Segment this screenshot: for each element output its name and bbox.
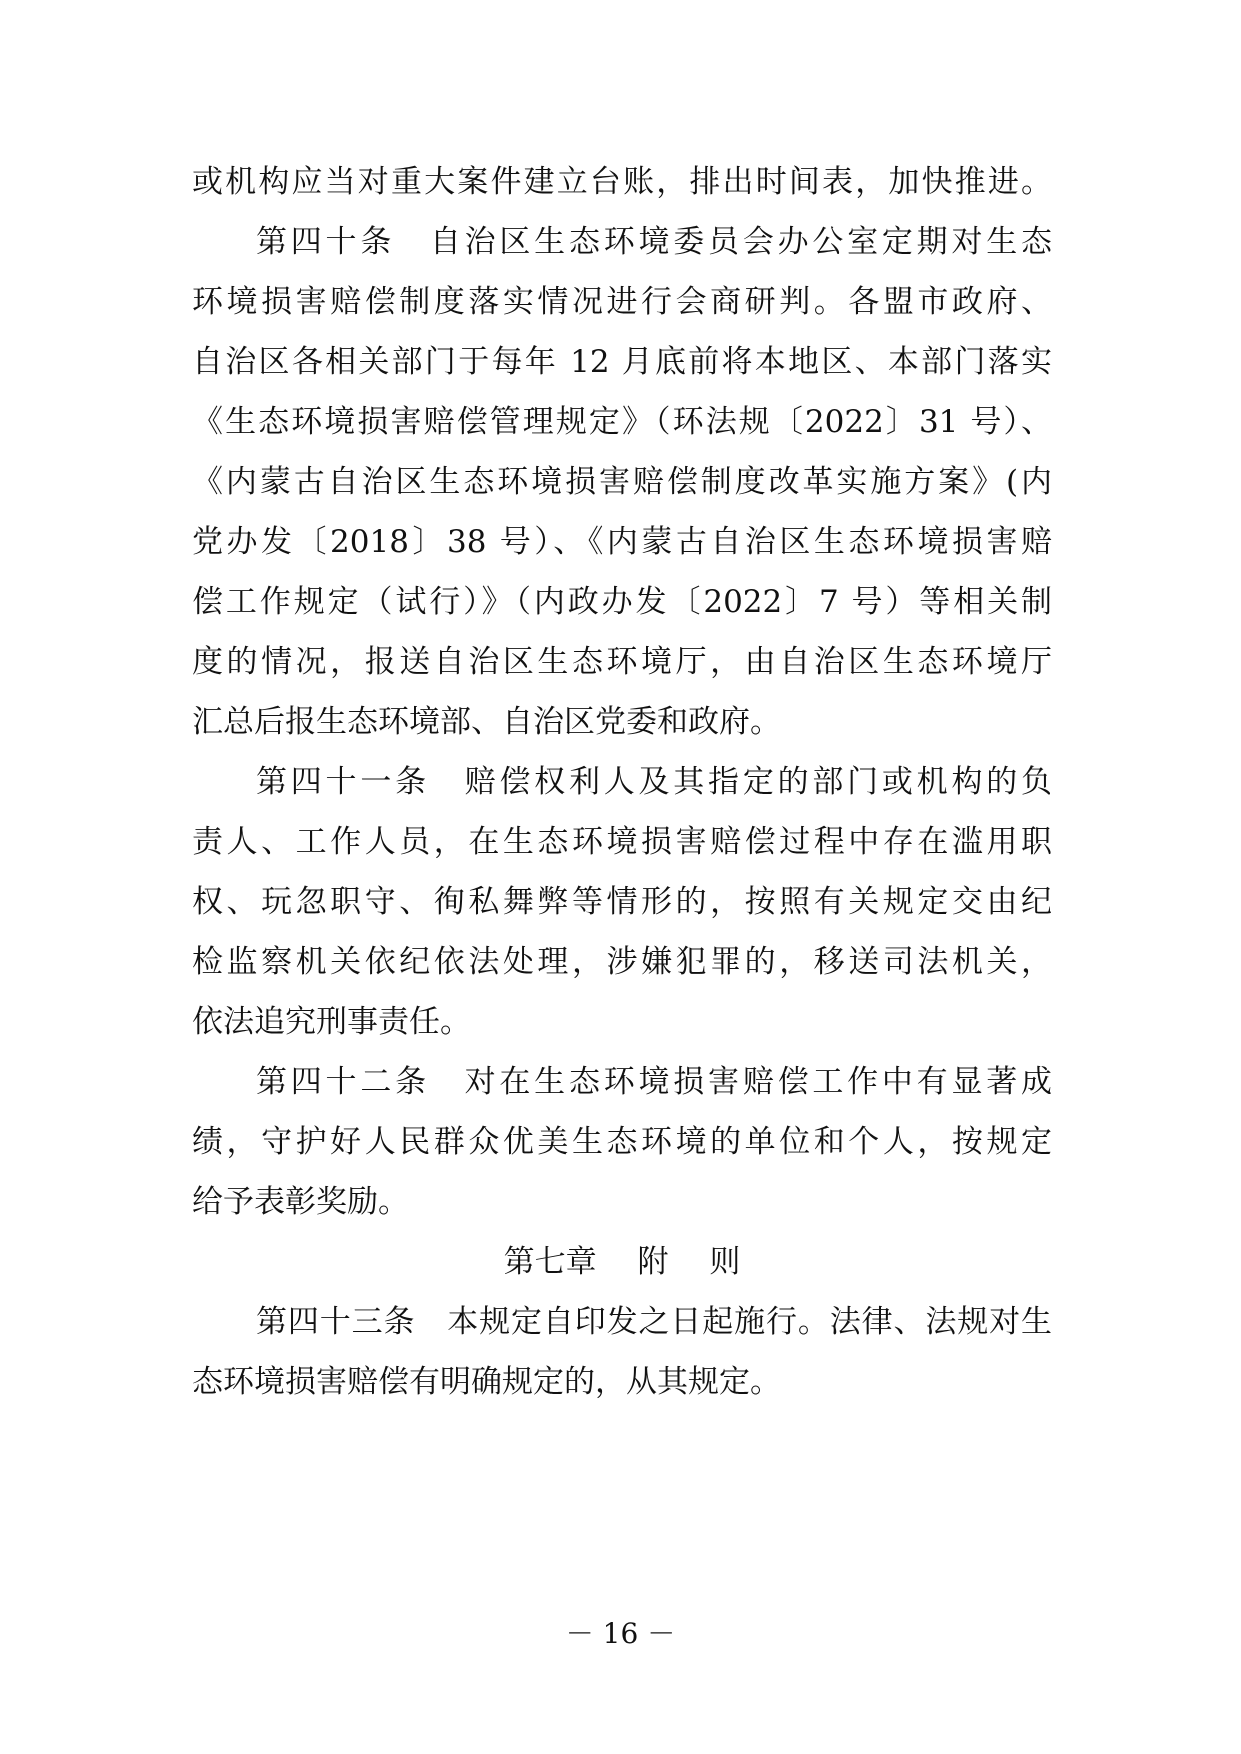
article-42-line-3: 给予表彰奖励。	[192, 1184, 409, 1220]
article-40-line-3: 自治区各相关部门于每年 12 月底前将本地区、本部门落实	[192, 344, 1052, 380]
article-40-line-6: 党办发〔2018〕38 号）、《内蒙古自治区生态环境损害赔	[192, 524, 1052, 560]
article-40-line-1: 第四十条 自治区生态环境委员会办公室定期对生态	[256, 224, 1052, 260]
article-40-line-8: 度的情况，报送自治区生态环境厅，由自治区生态环境厅	[192, 644, 1052, 680]
article-40-line-9: 汇总后报生态环境部、自治区党委和政府。	[192, 704, 781, 740]
chapter-title: 第七章 附 则	[503, 1244, 741, 1280]
article-41-line-3: 权、玩忽职守、徇私舞弊等情形的，按照有关规定交由纪	[192, 884, 1052, 920]
article-40-line-2: 环境损害赔偿制度落实情况进行会商研判。各盟市政府、	[192, 284, 1052, 320]
article-40-line-5: 《内蒙古自治区生态环境损害赔偿制度改革实施方案》(内	[192, 464, 1052, 500]
article-43-line-2: 态环境损害赔偿有明确规定的，从其规定。	[192, 1364, 781, 1400]
article-43-line-1: 第四十三条 本规定自印发之日起施行。法律、法规对生	[256, 1304, 1052, 1340]
article-41-line-4: 检监察机关依纪依法处理，涉嫌犯罪的，移送司法机关，	[192, 944, 1052, 980]
article-41-line-5: 依法追究刑事责任。	[192, 1004, 471, 1040]
text-line-1: 或机构应当对重大案件建立台账，排出时间表，加快推进。	[192, 164, 1052, 200]
article-41-line-2: 责人、工作人员，在生态环境损害赔偿过程中存在滥用职	[192, 824, 1052, 860]
article-40-line-4: 《生态环境损害赔偿管理规定》（环法规〔2022〕31 号）、	[192, 404, 1052, 440]
article-42-line-1: 第四十二条 对在生态环境损害赔偿工作中有显著成	[256, 1064, 1052, 1100]
article-41-line-1: 第四十一条 赔偿权利人及其指定的部门或机构的负	[256, 764, 1052, 800]
article-42-line-2: 绩，守护好人民群众优美生态环境的单位和个人，按规定	[192, 1124, 1052, 1160]
article-40-line-7: 偿工作规定（试行）》（内政办发〔2022〕7 号）等相关制	[192, 584, 1052, 620]
page-number: － 16 －	[565, 1617, 676, 1650]
